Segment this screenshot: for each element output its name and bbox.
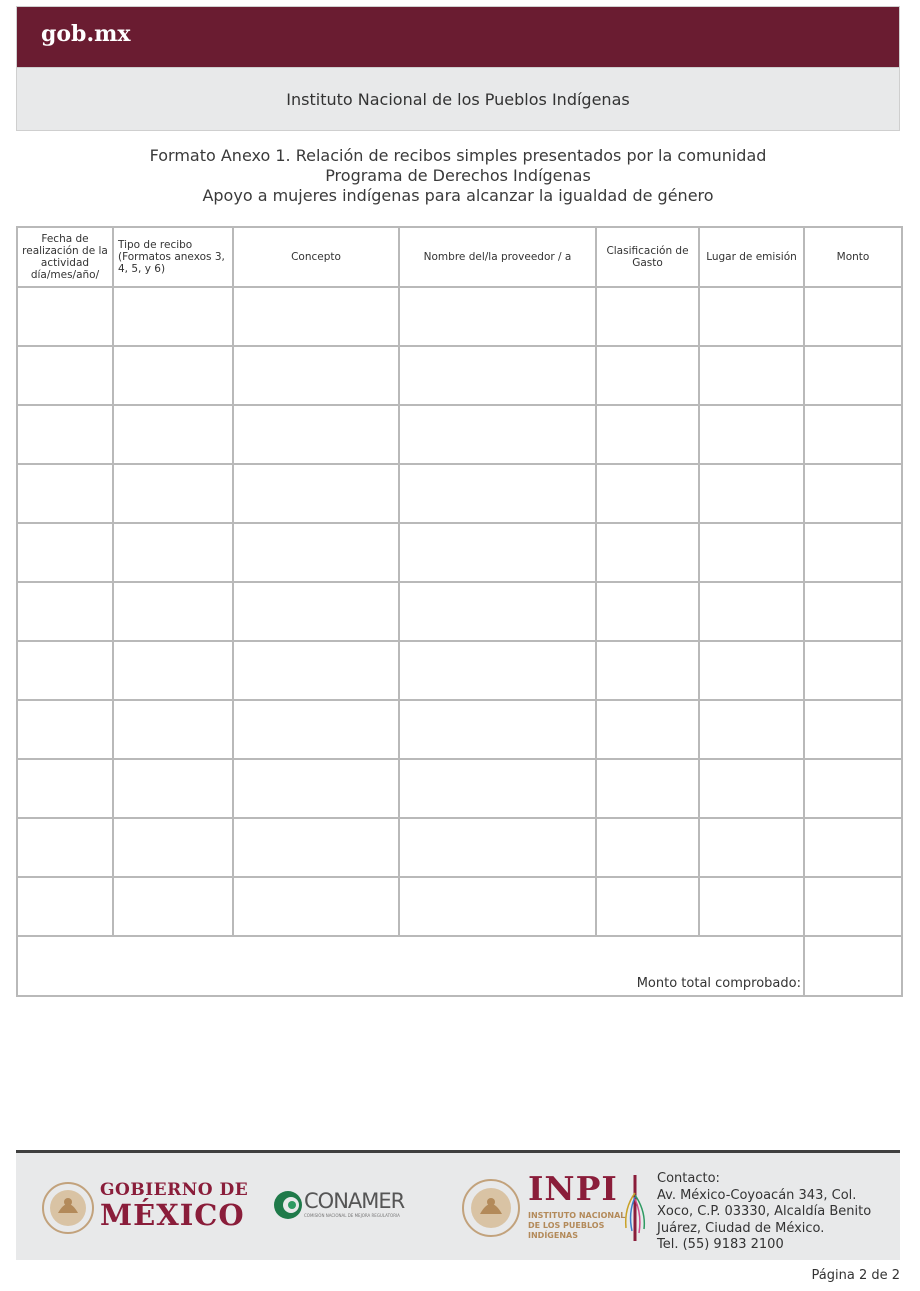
table-cell[interactable] (699, 877, 804, 936)
table-cell[interactable] (699, 405, 804, 464)
title-line-2: Programa de Derechos Indígenas (325, 166, 591, 185)
table-cell[interactable] (699, 582, 804, 641)
table-cell[interactable] (17, 641, 113, 700)
inpi-seal-icon (460, 1175, 522, 1241)
total-amount-cell[interactable] (804, 936, 902, 996)
inpi-name: INPI (528, 1169, 618, 1208)
table-cell[interactable] (233, 700, 399, 759)
table-cell[interactable] (804, 287, 902, 346)
table-cell[interactable] (17, 582, 113, 641)
table-cell[interactable] (113, 405, 233, 464)
table-cell[interactable] (233, 346, 399, 405)
table-cell[interactable] (399, 405, 596, 464)
conamer-name: CONAMER (304, 1189, 405, 1213)
table-cell[interactable] (113, 877, 233, 936)
contact-phone: Tel. (55) 9183 2100 (657, 1237, 784, 1252)
table-header-row (17, 227, 902, 287)
table-cell[interactable] (233, 818, 399, 877)
table-cell[interactable] (699, 523, 804, 582)
table-row (17, 759, 902, 818)
total-label: Monto total comprobado: (17, 936, 804, 996)
page-number: Página 2 de 2 (811, 1268, 900, 1283)
gobmx-logo[interactable]: gob.mx (41, 21, 131, 47)
table-cell[interactable] (17, 464, 113, 523)
table-cell[interactable] (699, 818, 804, 877)
table-cell[interactable] (233, 464, 399, 523)
table-cell[interactable] (17, 818, 113, 877)
table-cell[interactable] (113, 759, 233, 818)
institute-banner (16, 68, 900, 131)
table-cell[interactable] (596, 464, 699, 523)
table-cell[interactable] (699, 287, 804, 346)
table-cell[interactable] (804, 582, 902, 641)
table-cell[interactable] (804, 877, 902, 936)
table-cell[interactable] (113, 287, 233, 346)
table-cell[interactable] (17, 759, 113, 818)
table-cell[interactable] (233, 759, 399, 818)
table-cell[interactable] (699, 346, 804, 405)
table-cell[interactable] (399, 877, 596, 936)
table-cell[interactable] (804, 405, 902, 464)
table-cell[interactable] (399, 700, 596, 759)
table-row (17, 287, 902, 346)
table-cell[interactable] (233, 405, 399, 464)
table-cell[interactable] (113, 464, 233, 523)
table-row (17, 405, 902, 464)
table-cell[interactable] (233, 641, 399, 700)
table-cell[interactable] (804, 759, 902, 818)
table-cell[interactable] (399, 818, 596, 877)
table-cell[interactable] (233, 287, 399, 346)
table-cell[interactable] (596, 700, 699, 759)
table-cell[interactable] (399, 464, 596, 523)
inpi-subtitle: INSTITUTO NACIONAL DE LOS PUEBLOS INDÍGENAS (528, 1211, 626, 1240)
table-cell[interactable] (804, 346, 902, 405)
table-row (17, 877, 902, 936)
contact-address-2: Xoco, C.P. 03330, Alcaldía Benito (657, 1204, 872, 1219)
column-header-clasificacion: Clasificación de Gasto (596, 227, 699, 287)
table-cell[interactable] (596, 523, 699, 582)
contact-address-3: Juárez, Ciudad de México. (657, 1220, 825, 1236)
table-cell[interactable] (596, 641, 699, 700)
table-cell[interactable] (596, 759, 699, 818)
table-cell[interactable] (596, 877, 699, 936)
table-row (17, 346, 902, 405)
table-cell[interactable] (113, 641, 233, 700)
table-cell[interactable] (17, 405, 113, 464)
header-bar (16, 6, 900, 68)
table-row (17, 700, 902, 759)
gobierno-line2: MÉXICO (100, 1198, 245, 1232)
table-cell[interactable] (113, 818, 233, 877)
table-cell[interactable] (699, 464, 804, 523)
table-cell[interactable] (399, 759, 596, 818)
footer (16, 1150, 900, 1260)
contact-info (657, 1171, 871, 1254)
table-cell[interactable] (399, 523, 596, 582)
table-cell[interactable] (596, 818, 699, 877)
table-cell[interactable] (113, 582, 233, 641)
table-cell[interactable] (17, 523, 113, 582)
title-line-1: Formato Anexo 1. Relación de recibos simples presentados por la comunidad (149, 146, 767, 165)
table-cell[interactable] (804, 523, 902, 582)
table-row (17, 464, 902, 523)
inpi-staff-icon (620, 1173, 650, 1243)
table-cell[interactable] (233, 582, 399, 641)
table-cell[interactable] (699, 641, 804, 700)
table-cell[interactable] (804, 641, 902, 700)
table-row (17, 818, 902, 877)
table-cell[interactable] (399, 346, 596, 405)
contact-label: Contacto: (657, 1171, 720, 1186)
table-body (17, 287, 902, 936)
table-cell[interactable] (399, 641, 596, 700)
table-cell[interactable] (17, 700, 113, 759)
gobierno-line1: GOBIERNO DE (100, 1180, 249, 1200)
table-cell[interactable] (699, 700, 804, 759)
table-cell[interactable] (804, 700, 902, 759)
document-title (16, 146, 900, 206)
table-cell[interactable] (233, 877, 399, 936)
column-header-concepto: Concepto (233, 227, 399, 287)
table-cell[interactable] (399, 582, 596, 641)
column-header-proveedor: Nombre del/la proveedor / a (399, 227, 596, 287)
title-line-3: Apoyo a mujeres indígenas para alcanzar la igualdad de género (202, 186, 714, 205)
table-cell[interactable] (113, 700, 233, 759)
table-cell[interactable] (113, 346, 233, 405)
table-cell[interactable] (17, 877, 113, 936)
table-cell[interactable] (17, 287, 113, 346)
column-header-monto: Monto (804, 227, 902, 287)
table-cell[interactable] (596, 287, 699, 346)
contact-address-1: Av. México-Coyoacán 343, Col. (657, 1187, 857, 1203)
column-header-fecha: Fecha de realización de la actividad día/mes/año/ (17, 227, 113, 287)
conamer-subtitle: COMISIÓN NACIONAL DE MEJORA REGULATORIA (304, 1213, 400, 1218)
table-cell[interactable] (804, 464, 902, 523)
table-cell[interactable] (17, 346, 113, 405)
institute-name: Instituto Nacional de los Pueblos Indígenas (286, 89, 630, 109)
table-row (17, 582, 902, 641)
table-cell[interactable] (233, 523, 399, 582)
total-row (17, 936, 902, 996)
gobierno-mexico-logo (100, 1181, 248, 1231)
table-cell[interactable] (699, 759, 804, 818)
column-header-lugar: Lugar de emisión (699, 227, 804, 287)
table-row (17, 641, 902, 700)
table-cell[interactable] (596, 346, 699, 405)
receipts-table (16, 226, 903, 997)
table-cell[interactable] (804, 818, 902, 877)
table-row (17, 523, 902, 582)
table-cell[interactable] (596, 582, 699, 641)
table-cell[interactable] (399, 287, 596, 346)
table-cell[interactable] (113, 523, 233, 582)
table-cell[interactable] (596, 405, 699, 464)
column-header-tipo-recibo: Tipo de recibo (Formatos anexos 3, 4, 5, y 6) (113, 227, 233, 287)
